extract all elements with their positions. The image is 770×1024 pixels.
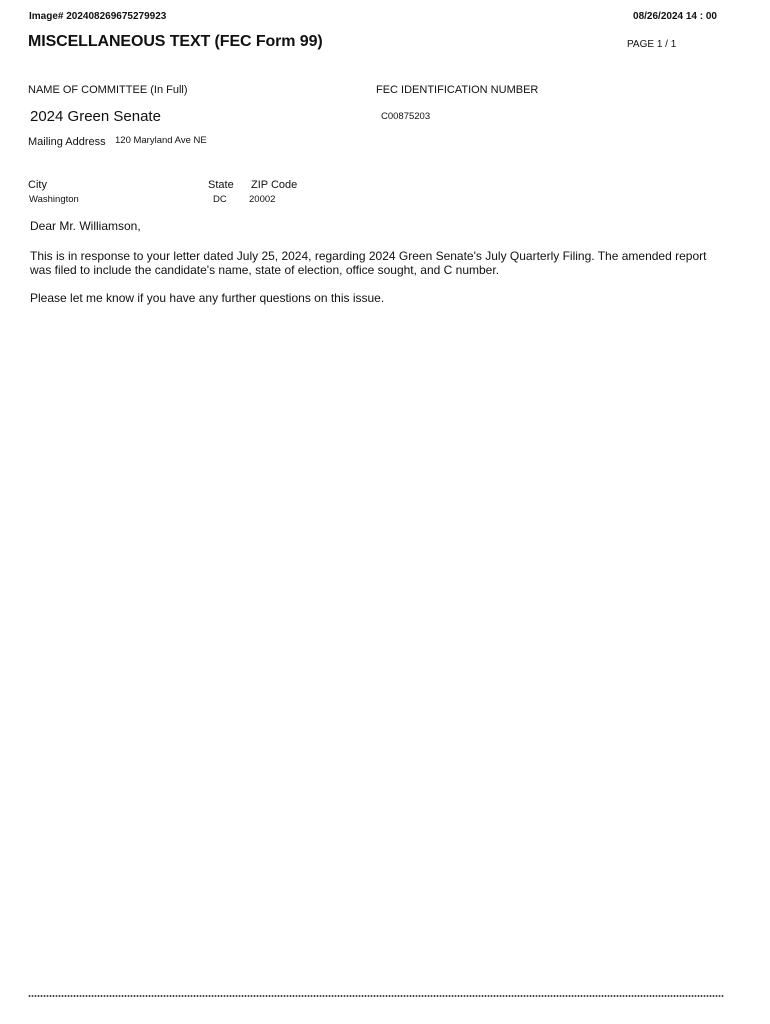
letter-closing-paragraph: Please let me know if you have any further questions on this issue.	[30, 291, 385, 305]
letter-salutation: Dear Mr. Williamson,	[30, 219, 141, 233]
mailing-address-value: 120 Maryland Ave NE	[115, 135, 207, 146]
mailing-address-label: Mailing Address	[28, 136, 106, 148]
city-value: Washington	[29, 194, 79, 205]
state-label: State	[208, 179, 234, 191]
filing-datetime: 08/26/2024 14 : 00	[633, 11, 717, 22]
city-label: City	[28, 179, 47, 191]
zip-label: ZIP Code	[251, 179, 298, 191]
page-indicator: PAGE 1 / 1	[627, 39, 677, 50]
committee-name-label: NAME OF COMMITTEE (In Full)	[28, 84, 188, 96]
letter-paragraph: This is in response to your letter dated July 25, 2024, regarding 2024 Green Senate's July Quarterly Filing. The amended report was filed to include the candidate's name, state of election, office sought, and C number.	[30, 249, 707, 277]
image-number: Image# 202408269675279923	[29, 11, 167, 22]
form-title: MISCELLANEOUS TEXT (FEC Form 99)	[28, 33, 323, 50]
zip-value: 20002	[249, 194, 276, 205]
fec-id-label: FEC IDENTIFICATION NUMBER	[376, 84, 539, 96]
state-value: DC	[213, 194, 227, 205]
letter-body	[30, 219, 720, 305]
committee-name: 2024 Green Senate	[30, 108, 161, 125]
footer-dotted-rule	[28, 994, 724, 998]
fec-id-value: C00875203	[381, 111, 431, 122]
